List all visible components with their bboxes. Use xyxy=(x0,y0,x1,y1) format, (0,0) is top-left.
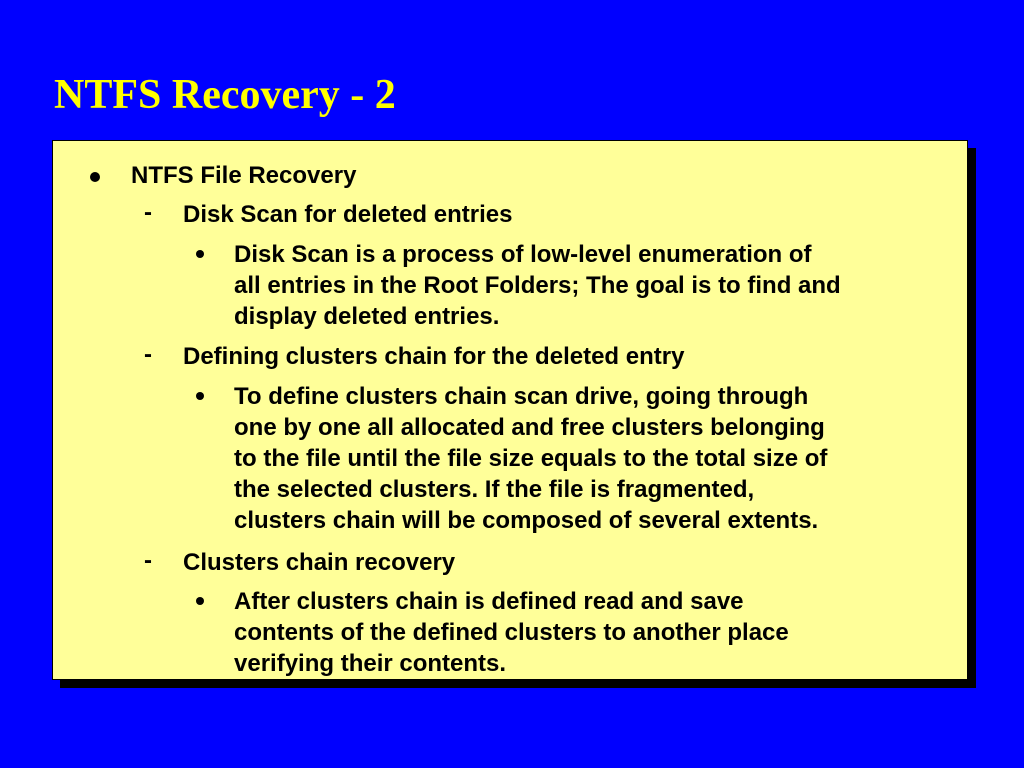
section-detail-line: clusters chain will be composed of several extents. xyxy=(234,507,819,534)
bullet-heading: NTFS File Recovery xyxy=(131,162,357,189)
section-detail-line: verifying their contents. xyxy=(234,650,507,677)
section-title-chain-recovery: Clusters chain recovery xyxy=(183,549,456,576)
section-detail-line: to the file until the file size equals to the total size of xyxy=(234,445,828,472)
section-detail-line: contents of the defined clusters to another place xyxy=(234,619,789,646)
section-title-clusters-chain: Defining clusters chain for the deleted entry xyxy=(183,343,685,370)
dash-icon: - xyxy=(144,199,152,226)
section-detail-line: display deleted entries. xyxy=(234,303,500,330)
dash-icon: - xyxy=(144,341,152,368)
bullet-dot-icon xyxy=(196,597,204,605)
section-detail-line: After clusters chain is defined read and save xyxy=(234,588,744,615)
section-detail-line: Disk Scan is a process of low-level enumeration of xyxy=(234,241,812,268)
bullet-dot-icon xyxy=(90,172,100,182)
content-box xyxy=(52,140,968,680)
dash-icon: - xyxy=(144,547,152,574)
section-detail-line: To define clusters chain scan drive, going through xyxy=(234,383,809,410)
slide-title: NTFS Recovery - 2 xyxy=(54,72,396,118)
bullet-dot-icon xyxy=(196,250,204,258)
section-title-disk-scan: Disk Scan for deleted entries xyxy=(183,201,513,228)
section-detail-line: all entries in the Root Folders; The goal is to find and xyxy=(234,272,841,299)
section-detail-line: the selected clusters. If the file is fragmented, xyxy=(234,476,755,503)
bullet-dot-icon xyxy=(196,392,204,400)
section-detail-line: one by one all allocated and free clusters belonging xyxy=(234,414,825,441)
